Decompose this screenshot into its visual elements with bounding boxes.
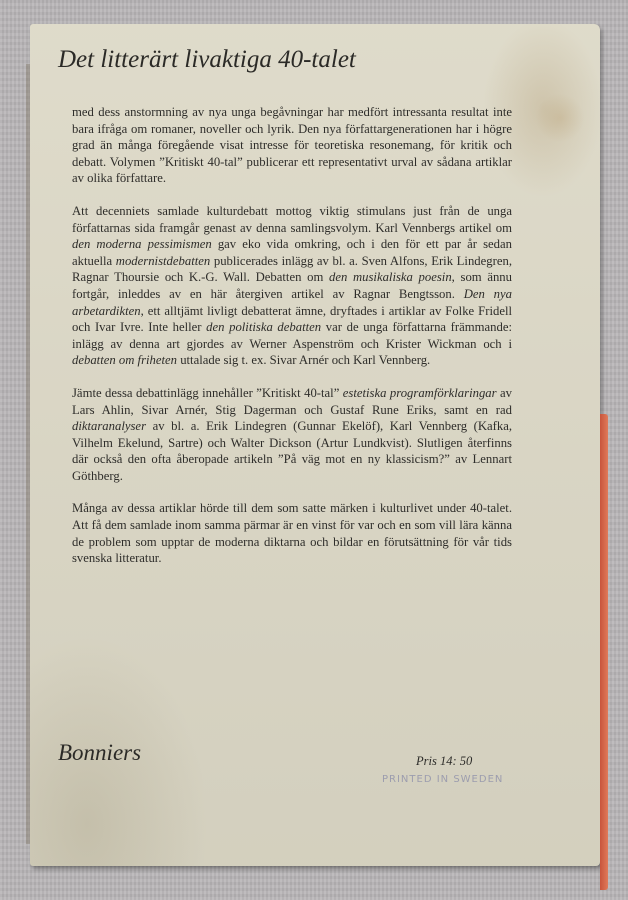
text-run: Jämte dessa debattinlägg innehåller ”Kritiskt 40-tal” — [72, 385, 343, 400]
text-run: Att decenniets samlade kulturdebatt mottog viktig stimulans just från de unga författarnas sida framgår genast av denna samlingsvolym. Karl Vennbergs artikel om — [72, 203, 512, 235]
italic-phrase: debatten om friheten — [72, 353, 178, 368]
italic-phrase: den musikaliska poesin — [328, 270, 452, 285]
text-run: av Lars Ahlin, Sivar Arnér, Stig Dagerman och Gustaf Rune Eriks, samt en rad — [72, 385, 512, 417]
text-run: publicerades inlägg av bl. a. Sven Alfons, Erik Lindegren, Ragnar Thoursie och K.-G. Wall. Debatten om — [72, 253, 512, 285]
text-run: med dess anstormning av nya unga begåvningar har medfört intressanta resultat inte bara ifråga om romaner, noveller och lyrik. Den nya författargenerationen har i högre grad än många föregående visat intresse för teoretiska resonemang, för kritik och debatt. Volymen ”Kritiskt 40-tal” publicerar ett representativt urval av sådana artiklar av olika författare. — [72, 105, 512, 186]
text-run: Många av dessa artiklar hörde till dem som satte märken i kulturlivet under 40-talet. Att få dem samlade inom samma pärmar är en vinst för var och en som vill lära känna de problem som upptar de moderna diktarna och bildar en förutsättning för vår tids svenska litteratur. — [72, 501, 512, 566]
italic-phrase: modernistdebatten — [115, 253, 211, 268]
italic-phrase: den moderna pessimismen — [72, 237, 212, 252]
blurb-paragraph — [72, 104, 512, 187]
blurb-text — [72, 104, 512, 583]
text-run: , ett alltjämt livligt debatterat ämne, dryftades i artiklar av Folke Fridell och Ivar Ivre. Inte heller — [72, 303, 512, 335]
blurb-paragraph — [72, 203, 512, 369]
italic-phrase: diktaranalyser — [72, 419, 147, 434]
italic-phrase: Den nya arbetardikten — [72, 286, 512, 318]
cover-left-edge — [26, 64, 30, 844]
printed-in-sweden-stamp: PRINTED IN SWEDEN — [382, 774, 504, 785]
text-run: var de unga författarna främmande: inlägg av denna art gjordes av Werner Aspenström och Krister Wickman och i — [72, 320, 512, 351]
blurb-paragraph — [72, 500, 512, 566]
text-run: uttalade sig t. ex. Sivar Arnér och Karl Vennberg. — [177, 353, 431, 368]
text-run: av bl. a. Erik Lindegren (Gunnar Ekelöf), Karl Vennberg (Kafka, Vilhelm Ekelund, Sartre) och Walter Dickson (Artur Lundkvist). Slutligen återfinns där också den ofta åberopade artikeln ”På väg mot en ny klassicism?” av Lennart Göthberg. — [72, 419, 512, 483]
italic-phrase: den politiska debatten — [206, 320, 322, 335]
text-run: , som ännu fortgår, inleddes av en här återgiven artikel av Ragnar Bengtsson. — [72, 270, 512, 301]
blurb-paragraph — [72, 385, 512, 485]
red-page-edge — [600, 414, 608, 890]
cover-heading: Det litterärt livaktiga 40-talet — [58, 46, 356, 73]
italic-phrase: estetiska programförklaringar — [342, 385, 497, 400]
paper-stain — [535, 94, 585, 142]
price-label: Pris 14: 50 — [416, 754, 473, 768]
text-run: gav eko vida omkring, och i den för ett par år sedan aktuella — [72, 237, 512, 268]
publisher-name: Bonniers — [58, 740, 142, 765]
